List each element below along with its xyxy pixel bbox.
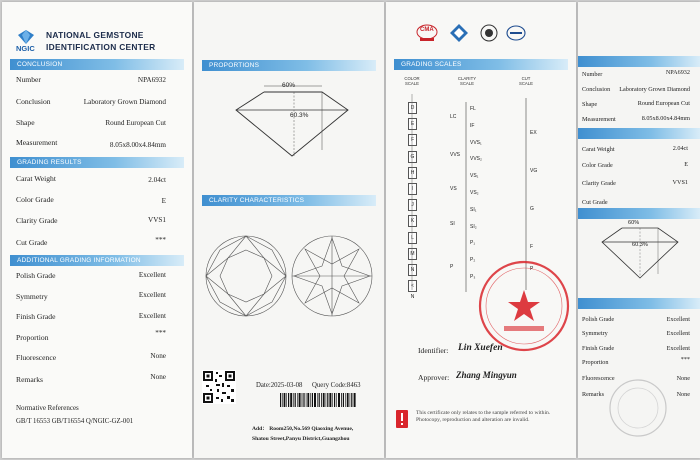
clarity-plot: [204, 234, 376, 320]
official-seal-icon: [478, 260, 570, 352]
copy-proportions-diagram: [590, 224, 690, 282]
identifier-signature: Lin Xuefen: [458, 343, 503, 353]
proportions-diagram: [222, 80, 362, 160]
color-box: I: [408, 183, 417, 195]
color-box: E: [408, 118, 417, 130]
symmetry-value: Excellent: [138, 291, 166, 299]
scales-panel: [386, 2, 576, 458]
scale-lines: [386, 2, 576, 302]
address-line2: Shatou Street,Panyu District,Guangzhou: [252, 436, 350, 442]
copy-depth-percent: 60.3%: [632, 242, 648, 248]
conclusion-value: Laboratory Grown Diamond: [83, 98, 166, 106]
conclusion-header: CONCLUSION: [10, 59, 184, 70]
identifier-label: Identifier:: [418, 346, 449, 355]
proportion-value: ***: [155, 329, 166, 337]
color-box: L: [408, 232, 417, 244]
table-percent: 60%: [282, 82, 296, 89]
clarity-grade-mark: SI₂: [470, 223, 477, 230]
number-value: NPA6932: [137, 76, 166, 84]
cut-grade-value: ***: [155, 236, 166, 244]
additional-header: ADDITIONAL GRADING INFORMATION: [10, 255, 184, 266]
copy-remarks-value: None: [676, 391, 690, 398]
color-grade-label: Color Grade: [16, 195, 54, 204]
clarity-grade-mark: FL: [470, 106, 476, 112]
copy-carat-label: Carat Weight: [582, 146, 615, 153]
clarity-grade-mark: IF: [470, 122, 475, 129]
clarity-grade-mark: P₂: [470, 257, 476, 264]
copy-measurement-label: Measurement: [582, 116, 616, 123]
copy-finish-label: Finish Grade: [582, 345, 615, 352]
address-line1: Add： Room250,No.569 Qiaoxing Avenue,: [252, 426, 354, 432]
crown-view-icon: [206, 236, 286, 316]
copy-carat-value: 2.04ct: [672, 145, 688, 152]
copy-number-label: Number: [582, 71, 603, 78]
copy-proportions-bar: [578, 208, 700, 219]
copy-clarity-label: Clarity Grade: [582, 180, 616, 187]
proportion-label: Proportion: [16, 333, 49, 342]
copy-fluorescence-label: Fluorescence: [582, 375, 615, 382]
grading-scales-header: GRADING SCALES: [394, 59, 568, 70]
ngic-logo-icon: [18, 30, 34, 44]
finish-value: Excellent: [138, 312, 166, 320]
copy-finish-value: Excellent: [666, 345, 690, 352]
finish-label: Finish Grade: [16, 312, 56, 321]
copy-clarity-value: VVS1: [672, 179, 688, 186]
color-grade-value: E: [161, 197, 166, 205]
cut-grade-mark: F: [530, 244, 534, 250]
carat-label: Carat Weight: [16, 174, 56, 183]
shape-label: Shape: [16, 118, 35, 127]
approver-label: Approver:: [418, 373, 450, 382]
cut-grade-label: Cut Grade: [16, 238, 48, 247]
color-box: J: [408, 199, 417, 211]
fluorescence-value: None: [150, 352, 166, 360]
color-box: M: [408, 248, 417, 260]
copy-color-label: Color Grade: [582, 162, 613, 169]
copy-symmetry-value: Excellent: [666, 330, 690, 337]
clarity-grade-mark: P₁: [470, 240, 476, 247]
qr-code: [202, 370, 236, 404]
clarity-group-label: P: [450, 264, 454, 270]
depth-percent: 60.3%: [290, 112, 309, 119]
cut-grade-mark: EX: [530, 130, 537, 136]
copy-polish-label: Polish Grade: [582, 316, 615, 323]
report-date: Date:2025-03-08: [256, 382, 303, 389]
copy-table-percent: 60%: [628, 220, 640, 226]
cut-scale-title: CUT SCALE: [518, 76, 534, 86]
copy-fluorescence-value: None: [676, 375, 690, 382]
polish-label: Polish Grade: [16, 271, 56, 280]
shape-value: Round European Cut: [105, 119, 166, 127]
org-name-line1: NATIONAL GEMSTONE: [46, 30, 144, 40]
copy-symmetry-label: Symmetry: [582, 330, 608, 337]
fluorescence-label: Fluorescence: [16, 353, 57, 362]
normative-value: GB/T 16553 GB/T16554 Q/NGIC-GZ-001: [16, 418, 134, 425]
carat-value: 2.04ct: [148, 176, 166, 184]
color-box: < N: [408, 280, 417, 292]
clarity-scale-title: CLARITY SCALE: [457, 76, 477, 86]
copy-remarks-label: Remarks: [582, 391, 604, 398]
conclusion-label: Conclusion: [16, 97, 51, 106]
clarity-grade-mark: VS₂: [470, 190, 479, 196]
copy-top-bar: [578, 56, 700, 67]
copy-cut-label: Cut Grade: [582, 199, 608, 206]
copy-mid-bar: [578, 128, 700, 139]
copy-measurement-value: 8.05x8.00x4.84mm: [641, 115, 690, 122]
warning-icon: [396, 410, 408, 428]
copy-conclusion-label: Conclusion: [582, 86, 611, 93]
cut-grade-mark: P: [530, 266, 534, 272]
pavilion-view-icon: [292, 236, 372, 316]
clarity-grade-mark: VVS₂: [470, 156, 482, 163]
org-abbr: NGIC: [16, 44, 35, 53]
clarity-grade-mark: SI₁: [470, 206, 477, 213]
copy-conclusion-value: Laboratory Grown Diamond: [619, 86, 690, 93]
color-box: K: [408, 215, 417, 227]
copy-color-value: E: [684, 161, 688, 168]
color-box: D: [408, 102, 417, 114]
copy-shape-label: Shape: [582, 101, 598, 108]
diagram-panel: [194, 2, 384, 458]
polish-value: Excellent: [138, 271, 166, 279]
summary-panel: [2, 2, 192, 458]
copy-panel: [578, 2, 700, 458]
clarity-group-label: VVS: [450, 152, 461, 158]
color-box: N: [408, 264, 417, 276]
color-box: H: [408, 167, 417, 179]
clarity-group-label: VS: [450, 186, 457, 192]
copy-additional-bar: [578, 298, 700, 309]
clarity-group-label: LC: [450, 114, 457, 120]
validity-notice: This certificate only relates to the sample referred to within. Photocopy, reproduction and alteration are invalid.: [416, 410, 551, 423]
copy-number-value: NPA6932: [665, 69, 690, 76]
remarks-label: Remarks: [16, 375, 43, 384]
remarks-value: None: [150, 373, 166, 381]
copy-proportion-label: Proportion: [582, 359, 609, 366]
color-box: F: [408, 134, 417, 146]
proportions-header: PROPORTIONS: [202, 60, 376, 71]
barcode: [280, 393, 356, 407]
copy-polish-value: Excellent: [666, 316, 690, 323]
number-label: Number: [16, 75, 41, 84]
color-box: G: [408, 151, 417, 163]
clarity-grade-mark: VS₁: [470, 173, 479, 180]
cut-grade-mark: VG: [530, 168, 538, 174]
query-code: Query Code:8463: [312, 382, 361, 389]
clarity-group-label: SI: [450, 221, 455, 227]
approver-signature: Zhang Mingyun: [456, 370, 517, 380]
clarity-grade-mark: P₃: [470, 274, 476, 280]
cut-grade-mark: G: [530, 206, 534, 212]
copy-proportion-value: ***: [680, 356, 690, 363]
copy-shape-value: Round European Cut: [637, 100, 690, 107]
org-name-line2: IDENTIFICATION CENTER: [46, 42, 156, 52]
normative-title: Normative References: [16, 404, 79, 412]
measurement-value: 8.05x8.00x4.84mm: [109, 141, 166, 149]
watermark-seal-icon: [608, 378, 668, 438]
clarity-grade-label: Clarity Grade: [16, 216, 58, 225]
clarity-grade-value: VVS1: [148, 216, 166, 224]
color-scale-title: COLOR SCALE: [404, 76, 420, 86]
measurement-label: Measurement: [16, 138, 58, 147]
clarity-grade-mark: VVS₁: [470, 139, 482, 146]
cma-text: CMA: [420, 27, 434, 33]
grading-results-header: GRADING RESULTS: [10, 157, 184, 168]
clarity-characteristics-header: CLARITY CHARACTERISTICS: [202, 195, 376, 206]
symmetry-label: Symmetry: [16, 292, 48, 301]
